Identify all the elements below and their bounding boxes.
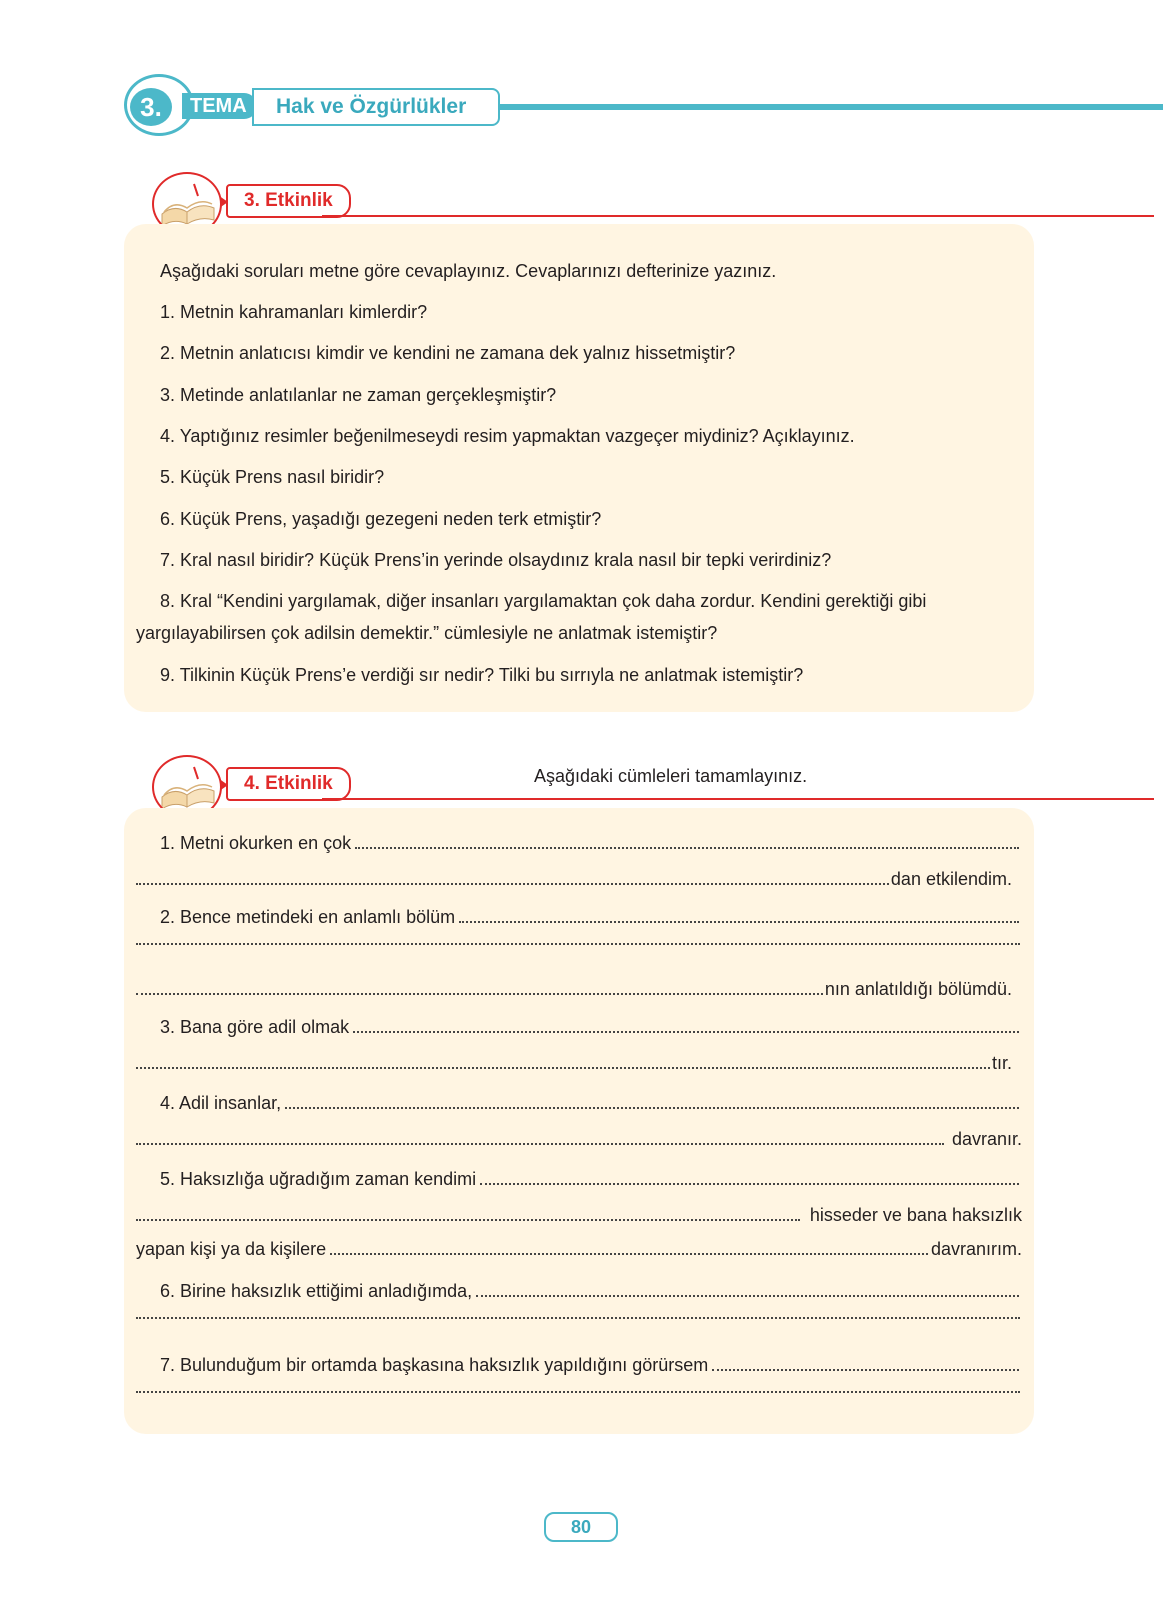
item-3-prompt: 3. Bana göre adil olmak <box>160 1017 350 1037</box>
answer-blank[interactable] <box>136 992 823 995</box>
answer-blank[interactable] <box>353 1030 1019 1033</box>
answer-blank[interactable] <box>136 1390 1020 1393</box>
fill-line <box>160 1092 1022 1114</box>
question-8-line-1: 8. Kral “Kendini yargılamak, diğer insanları yargılamaktan çok daha zordur. Kendini gerektiği gibi <box>160 591 927 611</box>
fill-line <box>136 942 1022 950</box>
activity-3-panel <box>124 224 1034 712</box>
fill-line <box>160 1280 1022 1302</box>
item-7-prompt: 7. Bulunduğum bir ortamda başkasına haksızlık yapıldığını görürsem <box>160 1355 709 1375</box>
item-2-ending: nın anlatıldığı bölümdü. <box>824 979 1012 999</box>
fill-line <box>136 1390 1022 1398</box>
item-4-ending: davranır. <box>951 1129 1022 1149</box>
fill-line <box>136 1316 1022 1324</box>
item-4-prompt: 4. Adil insanlar, <box>160 1093 282 1113</box>
answer-blank[interactable] <box>136 1066 990 1069</box>
theme-rule <box>495 104 1163 110</box>
answer-blank[interactable] <box>136 1316 1020 1319</box>
activity-3-label: 3. Etkinlik <box>226 184 351 218</box>
answer-blank[interactable] <box>136 1218 800 1221</box>
item-5-continuation: yapan kişi ya da kişilere <box>136 1239 327 1259</box>
activity-rule <box>322 215 1154 217</box>
item-3-ending: tır. <box>991 1053 1012 1073</box>
activity-4-panel <box>124 808 1034 1434</box>
item-5-prompt: 5. Haksızlığa uğradığım zaman kendimi <box>160 1169 477 1189</box>
answer-blank[interactable] <box>712 1368 1019 1371</box>
question-5: 5. Küçük Prens nasıl biridir? <box>160 467 385 487</box>
theme-tag: TEMA <box>182 93 257 119</box>
question-3: 3. Metinde anlatılanlar ne zaman gerçekleşmiştir? <box>160 385 557 405</box>
answer-blank[interactable] <box>136 942 1020 945</box>
activity-4-instruction: Aşağıdaki cümleleri tamamlayınız. <box>534 766 808 786</box>
answer-blank[interactable] <box>459 920 1019 923</box>
activity-rule <box>322 798 1154 800</box>
fill-line <box>160 832 1022 854</box>
answer-blank[interactable] <box>476 1294 1019 1297</box>
fill-line <box>136 1052 1012 1074</box>
theme-title: Hak ve Özgürlükler <box>252 88 500 126</box>
question-8-line-2: yargılayabilirsen çok adilsin demektir.” cümlesiyle ne anlatmak istemiştir? <box>136 623 718 643</box>
item-6-prompt: 6. Birine haksızlık ettiğimi anladığımda, <box>160 1281 473 1301</box>
answer-blank[interactable] <box>136 1142 944 1145</box>
question-1: 1. Metnin kahramanları kimlerdir? <box>160 302 428 322</box>
fill-line <box>160 1354 1022 1376</box>
activity-4-label: 4. Etkinlik <box>226 767 351 801</box>
fill-line <box>136 978 1012 1000</box>
question-9: 9. Tilkinin Küçük Prens’e verdiği sır nedir? Tilki bu sırrıyla ne anlatmak istemiştir? <box>160 665 804 685</box>
item-1-ending: dan etkilendim. <box>890 869 1012 889</box>
fill-line <box>160 906 1022 928</box>
item-1-prompt: 1. Metni okurken en çok <box>160 833 352 853</box>
answer-blank[interactable] <box>136 882 889 885</box>
item-5-ending: davranırım. <box>930 1239 1022 1259</box>
answer-blank[interactable] <box>355 846 1019 849</box>
answer-blank[interactable] <box>285 1106 1019 1109</box>
fill-line <box>136 1204 1022 1226</box>
question-4: 4. Yaptığınız resimler beğenilmeseydi resim yapmaktan vazgeçer miydiniz? Açıklayınız. <box>160 426 855 446</box>
question-7: 7. Kral nasıl biridir? Küçük Prens’in yerinde olsaydınız krala nasıl bir tepki verirdiniz? <box>160 550 832 570</box>
item-2-prompt: 2. Bence metindeki en anlamlı bölüm <box>160 907 456 927</box>
fill-line <box>160 1016 1022 1038</box>
item-5-middle: hisseder ve bana haksızlık <box>809 1205 1022 1225</box>
theme-number: 3. <box>130 88 172 126</box>
page-number: 80 <box>544 1512 618 1542</box>
answer-blank[interactable] <box>330 1252 928 1255</box>
fill-line <box>136 1128 1022 1150</box>
activity-3-intro: Aşağıdaki soruları metne göre cevaplayınız. Cevaplarınızı defterinize yazınız. <box>160 261 777 281</box>
question-6: 6. Küçük Prens, yaşadığı gezegeni neden terk etmiştir? <box>160 509 602 529</box>
question-2: 2. Metnin anlatıcısı kimdir ve kendini ne zamana dek yalnız hissetmiştir? <box>160 343 736 363</box>
fill-line <box>136 1238 1022 1260</box>
answer-blank[interactable] <box>480 1182 1019 1185</box>
fill-line <box>136 868 1012 890</box>
fill-line <box>160 1168 1022 1190</box>
